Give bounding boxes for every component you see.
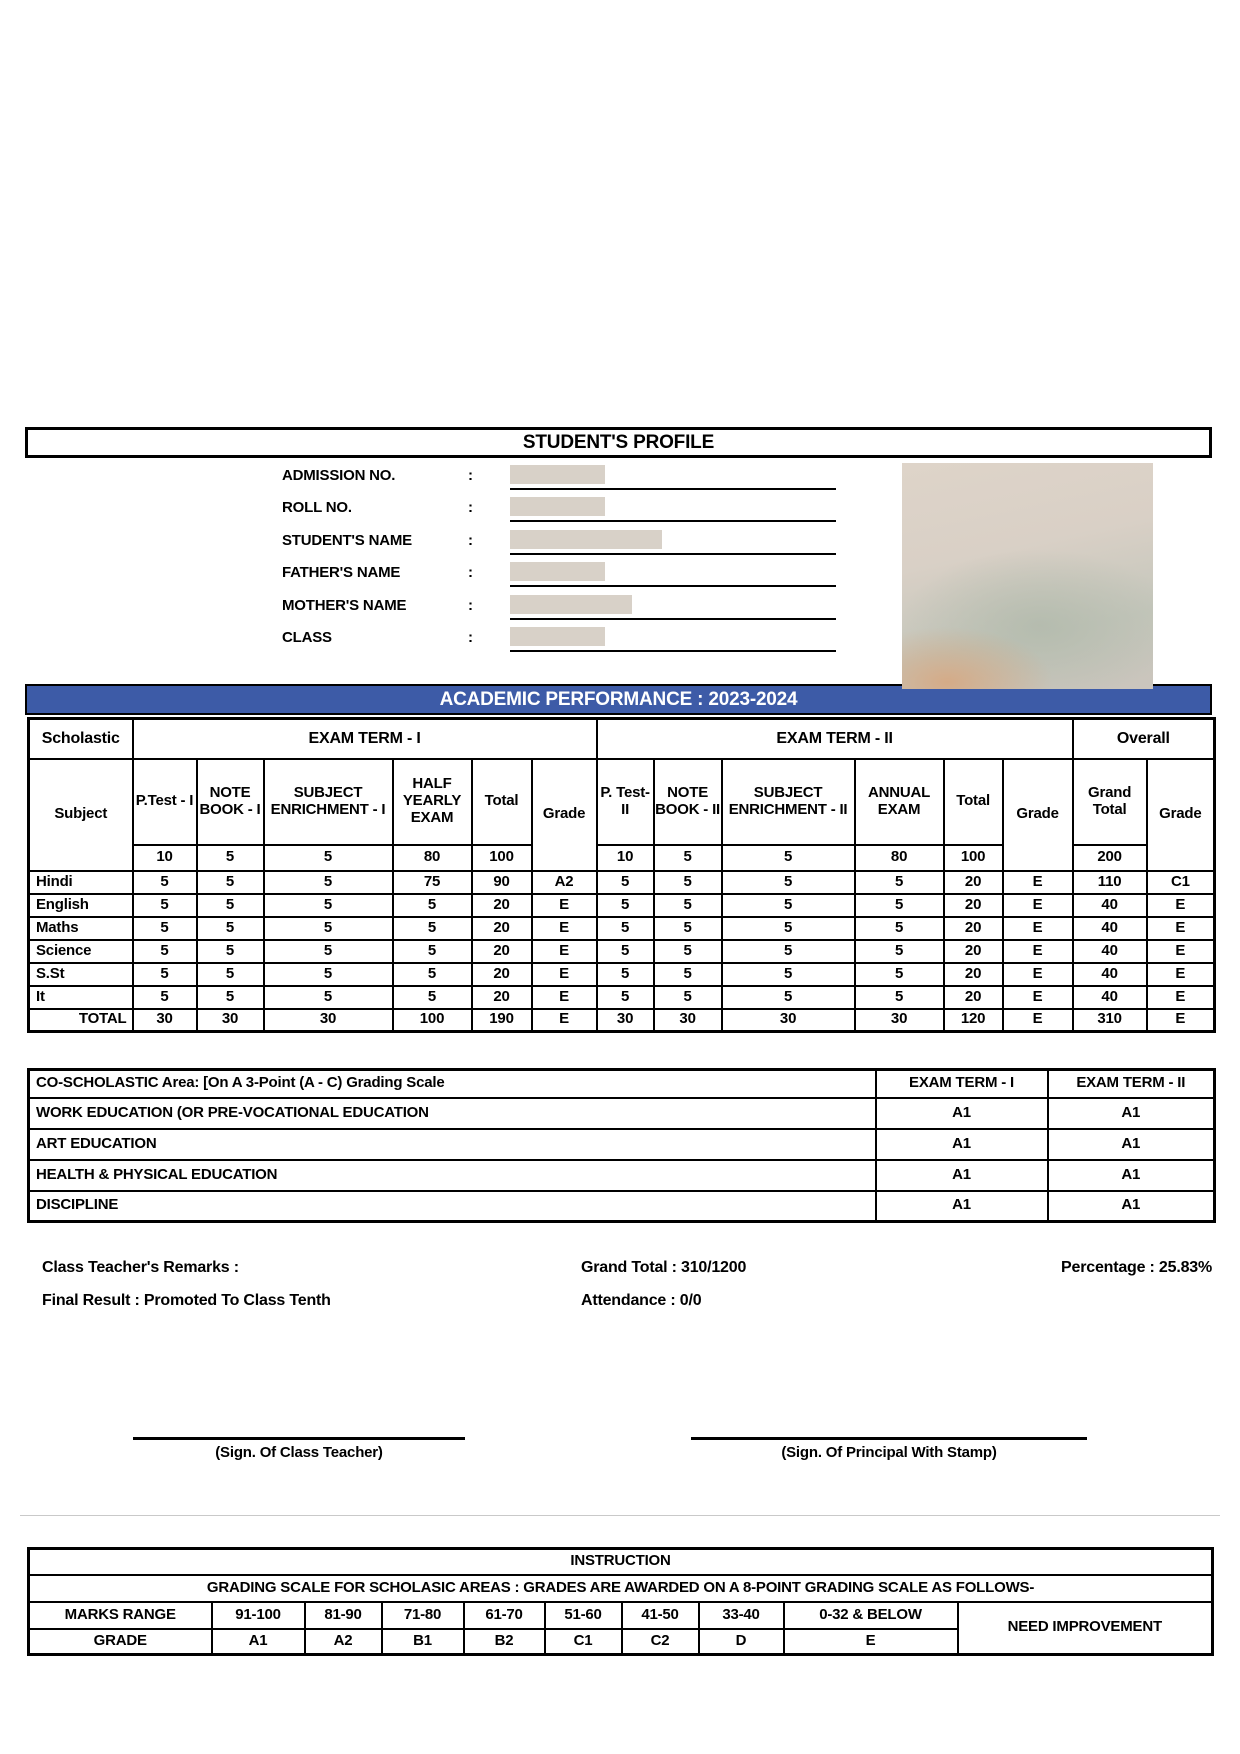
mark-cell: 40 [1073, 940, 1147, 963]
grade-cell: E [1147, 1009, 1215, 1032]
scholastic-marks-table [27, 717, 1216, 1033]
instruction-title: INSTRUCTION [29, 1549, 1213, 1575]
field-label: MOTHER'S NAME [282, 597, 407, 614]
page-divider-line [20, 1515, 1220, 1516]
range-cell: 71-80 [382, 1602, 464, 1629]
table-row [29, 1160, 1215, 1191]
mark-cell: 5 [654, 986, 722, 1009]
grade-cell: E [1147, 917, 1215, 940]
max-mark: 80 [393, 845, 472, 871]
mark-cell: 5 [197, 871, 264, 894]
max-mark: 5 [722, 845, 855, 871]
mark-cell: 5 [133, 871, 197, 894]
class-teacher-remarks: Class Teacher's Remarks : [42, 1259, 239, 1276]
mark-cell: 5 [264, 986, 393, 1009]
mark-cell: 20 [472, 917, 532, 940]
mark-cell: 5 [597, 917, 654, 940]
total-cell: 30 [597, 1009, 654, 1032]
mark-cell: 20 [944, 871, 1003, 894]
table-row [29, 1191, 1215, 1222]
scholastic-cell: Scholastic [29, 719, 133, 759]
range-cell: 61-70 [464, 1602, 545, 1629]
total-cell: 190 [472, 1009, 532, 1032]
grade-cell: E [1003, 894, 1073, 917]
mark-cell: 5 [264, 894, 393, 917]
mark-cell: 20 [944, 894, 1003, 917]
total-cell: 120 [944, 1009, 1003, 1032]
mark-cell: 20 [472, 940, 532, 963]
grading-scale-subtitle: GRADING SCALE FOR SCHOLASIC AREAS : GRADES ARE AWARDED ON A 8-POINT GRADING SCALE AS FOLLOWS- [29, 1575, 1213, 1602]
table-row [29, 1129, 1215, 1160]
field-label: FATHER'S NAME [282, 564, 401, 581]
mark-cell: 5 [264, 871, 393, 894]
mark-cell: 90 [472, 871, 532, 894]
teacher-signature-line [133, 1437, 465, 1440]
grade-cell: E [1147, 986, 1215, 1009]
mark-cell: 5 [133, 986, 197, 1009]
redacted-value [510, 562, 605, 581]
grade-cell: E [1147, 940, 1215, 963]
mark-cell: 5 [197, 986, 264, 1009]
mark-cell: 5 [264, 940, 393, 963]
grade-cell: E [784, 1629, 958, 1655]
mark-cell: 5 [393, 986, 472, 1009]
subject-cell: It [29, 986, 133, 1009]
table-row [29, 894, 1215, 917]
term2-header: EXAM TERM - II [597, 719, 1073, 759]
mark-cell: 20 [944, 917, 1003, 940]
grade-cell: A1 [212, 1629, 305, 1655]
attendance-text: Attendance : 0/0 [581, 1292, 702, 1309]
field-underline [510, 553, 836, 555]
field-label: STUDENT'S NAME [282, 532, 412, 549]
mark-cell: 5 [197, 894, 264, 917]
col-header-grade2: Grade [1003, 759, 1073, 871]
grade-cell: D [699, 1629, 784, 1655]
mark-cell: 5 [654, 940, 722, 963]
mark-cell: 5 [393, 894, 472, 917]
field-colon: : [468, 597, 473, 614]
col-header-total1: Total [472, 759, 532, 845]
max-mark: 5 [264, 845, 393, 871]
marks-range-label: MARKS RANGE [29, 1602, 212, 1629]
grade-cell: E [532, 894, 597, 917]
mark-cell: 5 [133, 940, 197, 963]
grade-cell: A1 [876, 1191, 1048, 1222]
marks-range-row [29, 1602, 1213, 1629]
table-row [29, 940, 1215, 963]
mark-cell: 5 [855, 986, 944, 1009]
grade-cell: E [1147, 894, 1215, 917]
max-mark: 10 [597, 845, 654, 871]
mark-cell: 5 [722, 963, 855, 986]
grade-cell: E [532, 1009, 597, 1032]
col-header-total2: Total [944, 759, 1003, 845]
grade-cell: E [1003, 986, 1073, 1009]
term1-header: EXAM TERM - I [133, 719, 597, 759]
principal-signature-label: (Sign. Of Principal With Stamp) [781, 1444, 997, 1461]
col-header-notebook2: NOTE BOOK - II [654, 759, 722, 845]
mark-cell: 20 [472, 963, 532, 986]
field-underline [510, 618, 836, 620]
mark-cell: 5 [855, 917, 944, 940]
max-mark: 80 [855, 845, 944, 871]
mark-cell: 5 [855, 894, 944, 917]
co-scholastic-header: CO-SCHOLASTIC Area: [On A 3-Point (A - C) Grading Scale [29, 1070, 876, 1098]
grade-cell: C2 [622, 1629, 699, 1655]
mark-cell: 5 [197, 963, 264, 986]
mark-cell: 5 [133, 917, 197, 940]
total-cell: 30 [722, 1009, 855, 1032]
mark-cell: 40 [1073, 917, 1147, 940]
field-colon: : [468, 629, 473, 646]
mark-cell: 5 [597, 894, 654, 917]
mark-cell: 5 [197, 940, 264, 963]
col-header-grade1: Grade [532, 759, 597, 871]
total-cell: 310 [1073, 1009, 1147, 1032]
field-colon: : [468, 564, 473, 581]
co-scholastic-table [27, 1068, 1216, 1223]
field-colon: : [468, 499, 473, 516]
mark-cell: 5 [722, 940, 855, 963]
col-header-ptest2: P. Test- II [597, 759, 654, 845]
grade-cell: B2 [464, 1629, 545, 1655]
table-row [29, 1098, 1215, 1129]
subject-cell: English [29, 894, 133, 917]
mark-cell: 5 [722, 871, 855, 894]
mark-cell: 40 [1073, 963, 1147, 986]
grade-cell: A2 [532, 871, 597, 894]
col-header-annual-exam: ANNUAL EXAM [855, 759, 944, 845]
teacher-signature-label: (Sign. Of Class Teacher) [215, 1444, 383, 1461]
redacted-value [510, 465, 605, 484]
max-mark: 5 [654, 845, 722, 871]
range-cell: 33-40 [699, 1602, 784, 1629]
mark-cell: 5 [264, 917, 393, 940]
mark-cell: 20 [472, 894, 532, 917]
redacted-value [510, 627, 605, 646]
grade-cell: E [1003, 940, 1073, 963]
subject-cell: Science [29, 940, 133, 963]
field-label: CLASS [282, 629, 332, 646]
grade-cell: E [1003, 917, 1073, 940]
academic-performance-title: ACADEMIC PERFORMANCE : 2023-2024 [439, 688, 798, 710]
field-colon: : [468, 467, 473, 484]
subject-cell: Maths [29, 917, 133, 940]
mark-cell: 5 [133, 963, 197, 986]
mark-cell: 5 [393, 917, 472, 940]
mark-cell: 20 [944, 940, 1003, 963]
student-profile-header [25, 427, 1212, 458]
mark-cell: 5 [393, 940, 472, 963]
mark-cell: 5 [597, 940, 654, 963]
mark-cell: 5 [597, 986, 654, 1009]
grade-cell: E [1003, 1009, 1073, 1032]
max-mark: 10 [133, 845, 197, 871]
total-label: TOTAL [29, 1009, 133, 1032]
area-label: ART EDUCATION [29, 1129, 876, 1160]
subject-cell: Hindi [29, 871, 133, 894]
range-cell: 81-90 [305, 1602, 382, 1629]
grade-cell: C1 [1147, 871, 1215, 894]
grade-cell: C1 [545, 1629, 622, 1655]
mark-cell: 5 [654, 894, 722, 917]
area-label: HEALTH & PHYSICAL EDUCATION [29, 1160, 876, 1191]
grade-cell: E [1147, 963, 1215, 986]
grade-cell: A2 [305, 1629, 382, 1655]
mark-cell: 5 [855, 871, 944, 894]
col-header-ptest1: P.Test - I [133, 759, 197, 845]
mark-cell: 5 [722, 917, 855, 940]
max-mark: 100 [472, 845, 532, 871]
grade-cell: B1 [382, 1629, 464, 1655]
area-label: DISCIPLINE [29, 1191, 876, 1222]
mark-cell: 5 [264, 963, 393, 986]
max-mark: 100 [944, 845, 1003, 871]
mark-cell: 20 [944, 963, 1003, 986]
grade-cell: A1 [1048, 1191, 1215, 1222]
field-underline [510, 585, 836, 587]
instruction-table [27, 1547, 1214, 1656]
mark-cell: 5 [855, 963, 944, 986]
max-mark: 5 [197, 845, 264, 871]
mark-cell: 5 [597, 871, 654, 894]
range-cell: 0-32 & BELOW [784, 1602, 958, 1629]
mark-cell: 110 [1073, 871, 1147, 894]
student-photo [902, 463, 1153, 689]
table-row [29, 963, 1215, 986]
mark-cell: 5 [197, 917, 264, 940]
grade-cell: E [532, 917, 597, 940]
total-cell: 30 [133, 1009, 197, 1032]
max-mark: 200 [1073, 845, 1147, 871]
overall-header: Overall [1073, 719, 1215, 759]
range-cell: 41-50 [622, 1602, 699, 1629]
grade-label: GRADE [29, 1629, 212, 1655]
mark-cell: 20 [944, 986, 1003, 1009]
mark-cell: 5 [722, 986, 855, 1009]
col-header-subject-enrichment2: SUBJECT ENRICHMENT - II [722, 759, 855, 845]
total-cell: 30 [264, 1009, 393, 1032]
total-row [29, 1009, 1215, 1032]
redacted-value [510, 530, 662, 549]
table-row [29, 871, 1215, 894]
total-cell: 100 [393, 1009, 472, 1032]
total-cell: 30 [855, 1009, 944, 1032]
grade-cell: E [532, 940, 597, 963]
table-row [29, 917, 1215, 940]
redacted-value [510, 497, 605, 516]
grade-cell: E [532, 986, 597, 1009]
grade-cell: E [1003, 963, 1073, 986]
field-colon: : [468, 532, 473, 549]
range-cell: 91-100 [212, 1602, 305, 1629]
mark-cell: 5 [855, 940, 944, 963]
mark-cell: 5 [393, 963, 472, 986]
mark-cell: 5 [133, 894, 197, 917]
principal-signature-line [691, 1437, 1087, 1440]
area-label: WORK EDUCATION (OR PRE-VOCATIONAL EDUCATION [29, 1098, 876, 1129]
field-label: ROLL NO. [282, 499, 352, 516]
field-underline [510, 520, 836, 522]
final-result-text: Final Result : Promoted To Class Tenth [42, 1292, 331, 1309]
mark-cell: 5 [654, 963, 722, 986]
mark-cell: 5 [597, 963, 654, 986]
total-cell: 30 [197, 1009, 264, 1032]
mark-cell: 40 [1073, 986, 1147, 1009]
subject-column-header: Subject [29, 759, 133, 871]
grade-cell: A1 [1048, 1129, 1215, 1160]
grade-cell: A1 [876, 1129, 1048, 1160]
grade-cell: E [532, 963, 597, 986]
subject-cell: S.St [29, 963, 133, 986]
grade-cell: A1 [1048, 1098, 1215, 1129]
grand-total-text: Grand Total : 310/1200 [581, 1259, 747, 1276]
col-header-half-yearly: HALF YEARLY EXAM [393, 759, 472, 845]
mark-cell: 40 [1073, 894, 1147, 917]
field-underline [510, 650, 836, 652]
grade-cell: A1 [876, 1160, 1048, 1191]
grade-cell: A1 [876, 1098, 1048, 1129]
mark-cell: 5 [654, 917, 722, 940]
col-header-grand-total: Grand Total [1073, 759, 1147, 845]
redacted-value [510, 595, 632, 614]
mark-cell: 75 [393, 871, 472, 894]
mark-cell: 5 [722, 894, 855, 917]
col-header-subject-enrichment1: SUBJECT ENRICHMENT - I [264, 759, 393, 845]
field-label: ADMISSION NO. [282, 467, 396, 484]
col-header-grade-overall: Grade [1147, 759, 1215, 871]
col-header-notebook1: NOTE BOOK - I [197, 759, 264, 845]
co-term1-header: EXAM TERM - I [876, 1070, 1048, 1098]
grade-cell: A1 [1048, 1160, 1215, 1191]
mark-cell: 5 [654, 871, 722, 894]
percentage-text: Percentage : 25.83% [1061, 1259, 1212, 1276]
mark-cell: 20 [472, 986, 532, 1009]
co-term2-header: EXAM TERM - II [1048, 1070, 1215, 1098]
student-profile-title: STUDENT'S PROFILE [522, 431, 715, 453]
range-cell: 51-60 [545, 1602, 622, 1629]
table-row [29, 986, 1215, 1009]
grade-cell: E [1003, 871, 1073, 894]
need-improvement-cell: NEED IMPROVEMENT [958, 1602, 1213, 1655]
total-cell: 30 [654, 1009, 722, 1032]
field-underline [510, 488, 836, 490]
